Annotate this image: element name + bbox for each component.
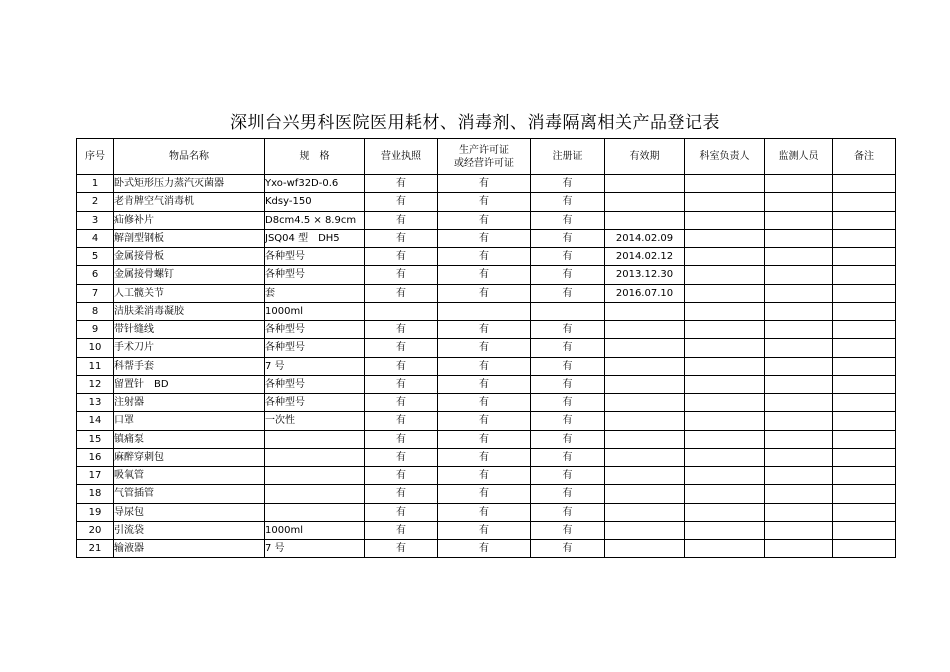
- cell-permit: 有: [438, 193, 531, 211]
- cell-reg: 有: [531, 503, 605, 521]
- cell-permit: 有: [438, 467, 531, 485]
- cell-dept: [685, 248, 765, 266]
- cell-monitor: [765, 193, 833, 211]
- cell-spec: 各种型号: [265, 266, 365, 284]
- cell-dept: [685, 503, 765, 521]
- header-reg: 注册证: [531, 139, 605, 175]
- cell-name: 引流袋: [114, 521, 265, 539]
- cell-name: 输液器: [114, 540, 265, 558]
- table-row: [77, 211, 896, 229]
- cell-name: 镇痛泵: [114, 430, 265, 448]
- cell-expiry: [605, 394, 685, 412]
- cell-no: 17: [77, 467, 114, 485]
- cell-monitor: [765, 248, 833, 266]
- cell-permit: 有: [438, 394, 531, 412]
- cell-dept: [685, 412, 765, 430]
- cell-spec: Yxo-wf32D-0.6: [265, 175, 365, 193]
- cell-dept: [685, 339, 765, 357]
- cell-spec: 各种型号: [265, 394, 365, 412]
- cell-monitor: [765, 485, 833, 503]
- cell-permit: 有: [438, 284, 531, 302]
- cell-license: 有: [365, 412, 438, 430]
- cell-note: [833, 375, 896, 393]
- cell-permit: 有: [438, 521, 531, 539]
- cell-note: [833, 485, 896, 503]
- registration-table: [76, 138, 896, 558]
- cell-license: [365, 302, 438, 320]
- cell-expiry: [605, 211, 685, 229]
- cell-spec: [265, 485, 365, 503]
- cell-license: 有: [365, 448, 438, 466]
- cell-license: 有: [365, 521, 438, 539]
- cell-spec: 各种型号: [265, 339, 365, 357]
- cell-spec: 一次性: [265, 412, 365, 430]
- cell-permit: 有: [438, 448, 531, 466]
- cell-expiry: [605, 193, 685, 211]
- cell-name: 带针缝线: [114, 321, 265, 339]
- cell-expiry: [605, 430, 685, 448]
- cell-monitor: [765, 339, 833, 357]
- header-dept: 科室负责人: [685, 139, 765, 175]
- table-row: [77, 448, 896, 466]
- cell-name: 疝修补片: [114, 211, 265, 229]
- header-license: 营业执照: [365, 139, 438, 175]
- cell-note: [833, 430, 896, 448]
- cell-no: 2: [77, 193, 114, 211]
- cell-reg: 有: [531, 321, 605, 339]
- cell-spec: JSQ04 型 DH5: [265, 229, 365, 247]
- cell-no: 15: [77, 430, 114, 448]
- header-permit-line2: 或经营许可证: [454, 157, 514, 169]
- cell-spec: [265, 467, 365, 485]
- cell-note: [833, 211, 896, 229]
- cell-license: 有: [365, 485, 438, 503]
- cell-spec: 套: [265, 284, 365, 302]
- cell-reg: 有: [531, 540, 605, 558]
- cell-license: 有: [365, 394, 438, 412]
- cell-permit: 有: [438, 248, 531, 266]
- cell-name: 留置针 BD: [114, 375, 265, 393]
- cell-reg: 有: [531, 430, 605, 448]
- cell-monitor: [765, 357, 833, 375]
- cell-dept: [685, 394, 765, 412]
- cell-no: 20: [77, 521, 114, 539]
- cell-name: 手术刀片: [114, 339, 265, 357]
- cell-note: [833, 193, 896, 211]
- cell-note: [833, 175, 896, 193]
- cell-license: 有: [365, 175, 438, 193]
- cell-reg: 有: [531, 339, 605, 357]
- header-expiry: 有效期: [605, 139, 685, 175]
- table-row: [77, 302, 896, 320]
- table-row: [77, 521, 896, 539]
- table-row: [77, 229, 896, 247]
- cell-dept: [685, 430, 765, 448]
- cell-note: [833, 394, 896, 412]
- cell-dept: [685, 357, 765, 375]
- cell-monitor: [765, 321, 833, 339]
- cell-reg: 有: [531, 248, 605, 266]
- cell-spec: Kdsy-150: [265, 193, 365, 211]
- cell-no: 9: [77, 321, 114, 339]
- table-row: [77, 467, 896, 485]
- cell-spec: 1000ml: [265, 302, 365, 320]
- cell-license: 有: [365, 339, 438, 357]
- cell-spec: 各种型号: [265, 248, 365, 266]
- cell-expiry: [605, 467, 685, 485]
- cell-name: 老肯牌空气消毒机: [114, 193, 265, 211]
- cell-dept: [685, 229, 765, 247]
- cell-name: 金属接骨板: [114, 248, 265, 266]
- cell-dept: [685, 266, 765, 284]
- header-permit: [438, 139, 531, 175]
- cell-permit: 有: [438, 503, 531, 521]
- cell-expiry: [605, 375, 685, 393]
- cell-dept: [685, 193, 765, 211]
- cell-name: 人工髋关节: [114, 284, 265, 302]
- cell-reg: 有: [531, 412, 605, 430]
- cell-note: [833, 284, 896, 302]
- cell-monitor: [765, 302, 833, 320]
- cell-expiry: [605, 521, 685, 539]
- cell-dept: [685, 284, 765, 302]
- cell-expiry: [605, 540, 685, 558]
- cell-reg: 有: [531, 521, 605, 539]
- cell-reg: 有: [531, 394, 605, 412]
- cell-dept: [685, 175, 765, 193]
- table-row: [77, 394, 896, 412]
- cell-name: 吸氧管: [114, 467, 265, 485]
- cell-reg: 有: [531, 284, 605, 302]
- cell-reg: 有: [531, 375, 605, 393]
- cell-reg: 有: [531, 211, 605, 229]
- cell-name: 麻醉穿刺包: [114, 448, 265, 466]
- cell-permit: 有: [438, 229, 531, 247]
- cell-expiry: [605, 357, 685, 375]
- cell-permit: 有: [438, 540, 531, 558]
- cell-license: 有: [365, 503, 438, 521]
- header-name: 物品名称: [114, 139, 265, 175]
- cell-license: 有: [365, 266, 438, 284]
- table-row: [77, 375, 896, 393]
- cell-license: 有: [365, 248, 438, 266]
- cell-permit: 有: [438, 375, 531, 393]
- cell-dept: [685, 375, 765, 393]
- header-no: 序号: [77, 139, 114, 175]
- cell-permit: 有: [438, 485, 531, 503]
- cell-no: 12: [77, 375, 114, 393]
- cell-note: [833, 339, 896, 357]
- cell-spec: [265, 503, 365, 521]
- cell-no: 10: [77, 339, 114, 357]
- cell-expiry: 2014.02.09: [605, 229, 685, 247]
- cell-permit: 有: [438, 211, 531, 229]
- table-body: [77, 175, 896, 558]
- cell-dept: [685, 448, 765, 466]
- table-row: [77, 412, 896, 430]
- cell-note: [833, 266, 896, 284]
- cell-reg: 有: [531, 193, 605, 211]
- cell-monitor: [765, 375, 833, 393]
- cell-no: 11: [77, 357, 114, 375]
- cell-reg: 有: [531, 266, 605, 284]
- cell-name: 金属接骨螺钉: [114, 266, 265, 284]
- cell-dept: [685, 485, 765, 503]
- cell-name: 科帮手套: [114, 357, 265, 375]
- cell-license: 有: [365, 430, 438, 448]
- page-title: 深圳台兴男科医院医用耗材、消毒剂、消毒隔离相关产品登记表: [230, 113, 720, 133]
- cell-no: 7: [77, 284, 114, 302]
- cell-reg: 有: [531, 175, 605, 193]
- cell-spec: 各种型号: [265, 375, 365, 393]
- cell-dept: [685, 302, 765, 320]
- cell-license: 有: [365, 193, 438, 211]
- cell-permit: 有: [438, 175, 531, 193]
- cell-dept: [685, 521, 765, 539]
- cell-note: [833, 521, 896, 539]
- cell-note: [833, 248, 896, 266]
- header-permit-line1: 生产许可证: [459, 144, 509, 156]
- cell-name: 解剖型钢板: [114, 229, 265, 247]
- cell-dept: [685, 467, 765, 485]
- cell-expiry: [605, 412, 685, 430]
- cell-note: [833, 503, 896, 521]
- cell-name: 气管插管: [114, 485, 265, 503]
- table-row: [77, 175, 896, 193]
- cell-no: 16: [77, 448, 114, 466]
- cell-permit: 有: [438, 357, 531, 375]
- cell-monitor: [765, 284, 833, 302]
- cell-permit: 有: [438, 321, 531, 339]
- cell-reg: 有: [531, 448, 605, 466]
- table-row: [77, 540, 896, 558]
- cell-license: 有: [365, 357, 438, 375]
- cell-note: [833, 412, 896, 430]
- cell-no: 13: [77, 394, 114, 412]
- table-row: [77, 357, 896, 375]
- cell-permit: 有: [438, 266, 531, 284]
- cell-dept: [685, 211, 765, 229]
- cell-no: 19: [77, 503, 114, 521]
- header-spec: 规 格: [265, 139, 365, 175]
- cell-permit: 有: [438, 430, 531, 448]
- cell-license: 有: [365, 540, 438, 558]
- cell-no: 5: [77, 248, 114, 266]
- cell-spec: [265, 430, 365, 448]
- cell-license: 有: [365, 284, 438, 302]
- cell-monitor: [765, 467, 833, 485]
- cell-no: 1: [77, 175, 114, 193]
- cell-note: [833, 302, 896, 320]
- cell-monitor: [765, 503, 833, 521]
- cell-spec: 1000ml: [265, 521, 365, 539]
- cell-dept: [685, 540, 765, 558]
- cell-no: 3: [77, 211, 114, 229]
- cell-monitor: [765, 412, 833, 430]
- table-row: [77, 430, 896, 448]
- cell-expiry: 2013.12.30: [605, 266, 685, 284]
- cell-expiry: [605, 321, 685, 339]
- cell-name: 导尿包: [114, 503, 265, 521]
- cell-reg: 有: [531, 485, 605, 503]
- table-row: [77, 193, 896, 211]
- table-row: [77, 485, 896, 503]
- cell-license: 有: [365, 467, 438, 485]
- cell-license: 有: [365, 211, 438, 229]
- cell-note: [833, 321, 896, 339]
- cell-license: 有: [365, 229, 438, 247]
- cell-spec: D8cm4.5 × 8.9cm: [265, 211, 365, 229]
- table-row: [77, 284, 896, 302]
- table-row: [77, 248, 896, 266]
- cell-expiry: 2014.02.12: [605, 248, 685, 266]
- cell-monitor: [765, 430, 833, 448]
- cell-license: 有: [365, 375, 438, 393]
- cell-note: [833, 448, 896, 466]
- cell-monitor: [765, 266, 833, 284]
- cell-no: 14: [77, 412, 114, 430]
- cell-monitor: [765, 448, 833, 466]
- cell-reg: 有: [531, 357, 605, 375]
- table-header: [77, 139, 896, 175]
- cell-name: 卧式矩形压力蒸汽灭菌器: [114, 175, 265, 193]
- cell-note: [833, 229, 896, 247]
- cell-reg: 有: [531, 229, 605, 247]
- cell-note: [833, 467, 896, 485]
- cell-no: 4: [77, 229, 114, 247]
- cell-monitor: [765, 211, 833, 229]
- cell-no: 8: [77, 302, 114, 320]
- table-row: [77, 321, 896, 339]
- cell-name: 口罩: [114, 412, 265, 430]
- cell-reg: [531, 302, 605, 320]
- cell-spec: 7 号: [265, 540, 365, 558]
- table-row: [77, 266, 896, 284]
- header-monitor: 监测人员: [765, 139, 833, 175]
- cell-monitor: [765, 394, 833, 412]
- cell-expiry: [605, 302, 685, 320]
- cell-permit: 有: [438, 412, 531, 430]
- cell-no: 6: [77, 266, 114, 284]
- cell-monitor: [765, 229, 833, 247]
- cell-license: 有: [365, 321, 438, 339]
- header-note: 备注: [833, 139, 896, 175]
- cell-expiry: [605, 503, 685, 521]
- cell-expiry: [605, 485, 685, 503]
- cell-expiry: [605, 175, 685, 193]
- cell-monitor: [765, 521, 833, 539]
- cell-no: 18: [77, 485, 114, 503]
- cell-dept: [685, 321, 765, 339]
- cell-no: 21: [77, 540, 114, 558]
- cell-permit: 有: [438, 339, 531, 357]
- cell-note: [833, 540, 896, 558]
- cell-monitor: [765, 540, 833, 558]
- cell-name: 注射器: [114, 394, 265, 412]
- cell-name: 洁肤柔消毒凝胶: [114, 302, 265, 320]
- cell-reg: 有: [531, 467, 605, 485]
- cell-permit: [438, 302, 531, 320]
- cell-expiry: 2016.07.10: [605, 284, 685, 302]
- cell-note: [833, 357, 896, 375]
- cell-expiry: [605, 448, 685, 466]
- cell-monitor: [765, 175, 833, 193]
- cell-spec: 各种型号: [265, 321, 365, 339]
- cell-expiry: [605, 339, 685, 357]
- cell-spec: 7 号: [265, 357, 365, 375]
- table-row: [77, 503, 896, 521]
- cell-spec: [265, 448, 365, 466]
- table-row: [77, 339, 896, 357]
